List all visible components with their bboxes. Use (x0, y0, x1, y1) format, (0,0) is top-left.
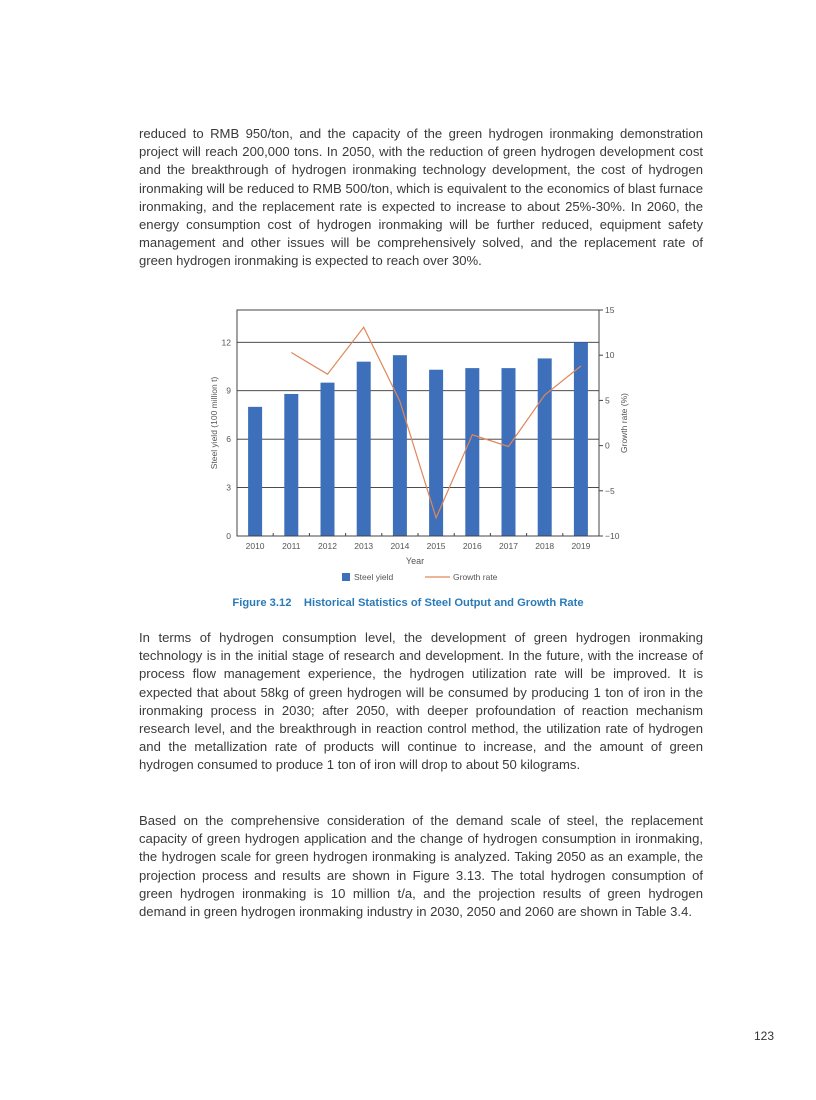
bar-2018 (538, 358, 552, 536)
svg-text:10: 10 (605, 350, 615, 361)
legend-bar-swatch (342, 573, 350, 581)
chart-svg (200, 300, 630, 590)
svg-text:2014: 2014 (390, 541, 410, 551)
svg-text:−5: −5 (605, 485, 615, 496)
y-axis-right-ticks (599, 305, 620, 541)
svg-text:12: 12 (221, 337, 231, 348)
x-axis-label: Year (405, 556, 425, 566)
y-axis-left-label: Steel yield (100 million t) (209, 376, 219, 470)
svg-text:2017: 2017 (499, 541, 518, 551)
paragraph-intro: reduced to RMB 950/ton, and the capacity of the green hydrogen ironmaking demonstration project will reach 200,000 tons. In 2050, with the reduction of green hydrogen development cost and the breakthrough of hydrogen ironmaking technology development, the cost of hydrogen ironmaking will be reduced to RMB 500/ton, which is equivalent to the economics of blast furnace ironmaking, and the replacement rate is expected to increase to about 25%-30%. In 2060, the energy consumption cost of hydrogen ironmaking will be further reduced, equipment safety management and other issues will be comprehensively solved, and the replacement rate of green hydrogen ironmaking is expected to reach over 30%. (139, 126, 703, 269)
svg-text:2016: 2016 (462, 541, 482, 551)
figure-caption: Figure 3.12 Historical Statistics of Steel Output and Growth Rate (232, 597, 584, 609)
bar-2013 (357, 362, 371, 536)
y-axis-left-ticks (222, 337, 232, 541)
bar-2011 (284, 394, 298, 536)
svg-text:−10: −10 (605, 531, 620, 541)
svg-text:2019: 2019 (571, 541, 591, 551)
legend-label-steel-yield: Steel yield (354, 572, 394, 582)
bar-2017 (502, 368, 516, 536)
svg-text:2011: 2011 (282, 541, 301, 551)
legend-label-growth-rate: Growth rate (453, 572, 498, 582)
y-axis-right-label: Growth rate (%) (619, 393, 629, 453)
bar-2012 (321, 383, 335, 536)
page-number: 123 (753, 1029, 774, 1043)
svg-text:2015: 2015 (426, 541, 446, 551)
svg-text:6: 6 (226, 434, 231, 445)
bar-2015 (429, 370, 443, 536)
svg-text:2012: 2012 (318, 541, 337, 551)
paragraph-hydrogen-scale: Based on the comprehensive consideration of the demand scale of steel, the replacement capacity of green hydrogen application and the change of hydrogen consumption in ironmaking, the hydrogen scale for green hydrogen ironmaking is analyzed. Taking 2050 as an example, the projection process and results are shown in Figure 3.13. The total hydrogen consumption of green hydrogen ironmaking is 10 million t/a, and the projection results of green hydrogen demand in green hydrogen ironmaking industry in 2030, 2050 and 2060 are shown in Table 3.4. (139, 813, 703, 920)
legend (342, 572, 498, 582)
bar-2016 (465, 368, 479, 536)
svg-text:0: 0 (605, 440, 610, 451)
svg-text:15: 15 (605, 305, 615, 315)
svg-text:2018: 2018 (535, 541, 555, 551)
bar-2010 (248, 407, 262, 536)
bar-2014 (393, 355, 407, 536)
bar-2019 (574, 342, 588, 536)
svg-text:0: 0 (226, 531, 231, 541)
svg-text:5: 5 (605, 395, 610, 406)
svg-text:2010: 2010 (245, 541, 265, 551)
svg-text:2013: 2013 (354, 541, 374, 551)
svg-text:3: 3 (226, 482, 231, 493)
steel-output-chart (200, 300, 630, 590)
svg-text:9: 9 (226, 385, 231, 396)
paragraph-hydrogen-consumption: In terms of hydrogen consumption level, the development of green hydrogen ironmaking technology is in the initial stage of research and development. In the future, with the increase of process flow management experience, the hydrogen utilization rate will be improved. It is expected that about 58kg of green hydrogen will be consumed by producing 1 ton of iron in the ironmaking process in 2030; after 2050, with deeper profoundation of reaction mechanism research level, and the breakthrough in reaction control method, the utilization rate of hydrogen and the metallization rate of products will continue to increase, and the amount of green hydrogen consumed to produce 1 ton of iron will drop to about 50 kilograms. (139, 630, 703, 773)
